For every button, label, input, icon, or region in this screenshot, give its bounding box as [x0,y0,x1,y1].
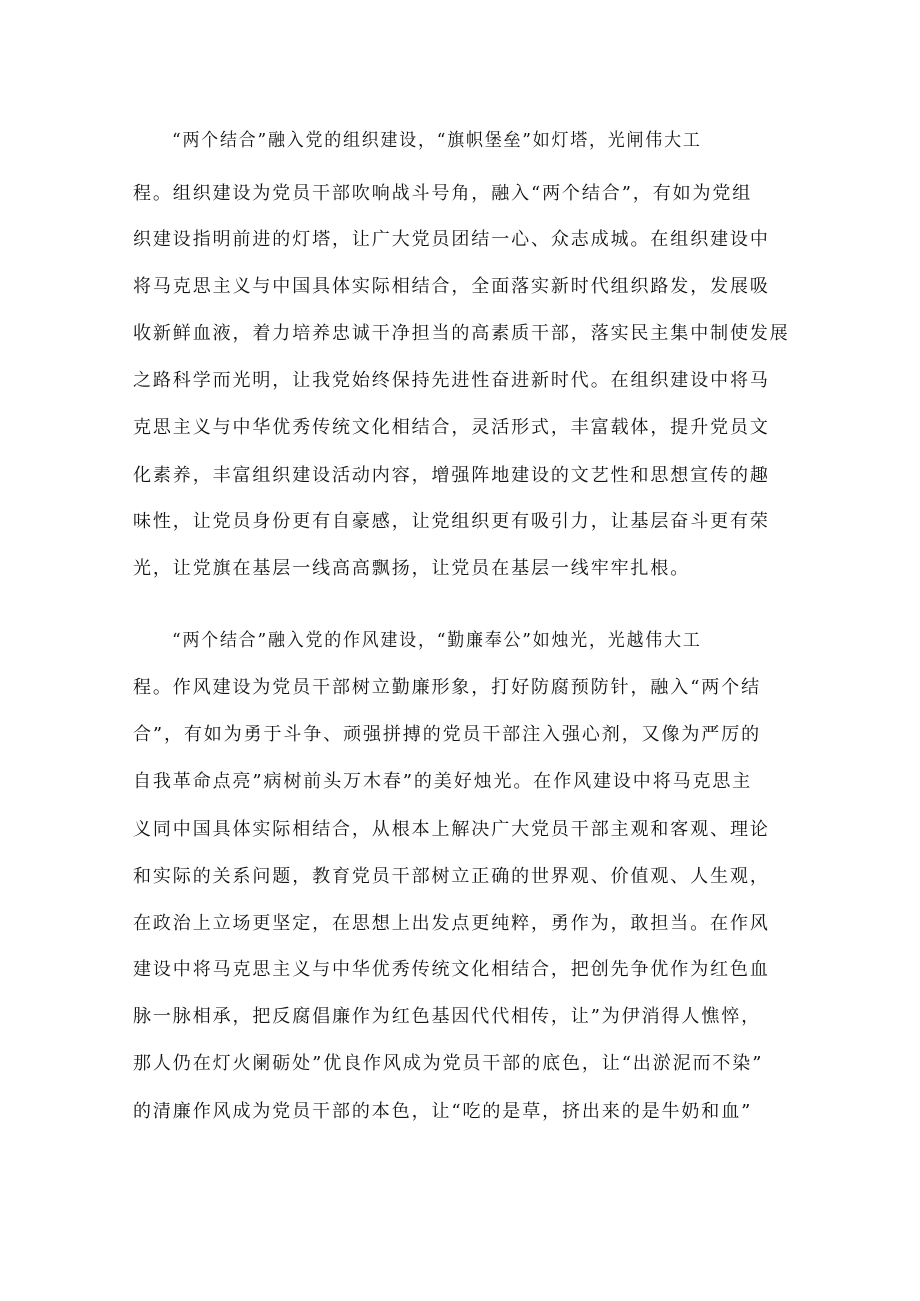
paragraph-line: 义同中国具体实际相结合，从根本上解决广大党员干部主观和客观、理论 [133,819,770,840]
paragraph-line: 脉一脉相承，把反腐倡廉作为红色基因代代相传，让”为伊消得人憔悴， [133,1006,761,1027]
paragraph-line: 化素养，丰富组织建设活动内容，增强阵地建设的文艺性和思想宣传的趣 [133,465,770,486]
paragraph-line: 收新鲜血液，着力培养忠诚干净担当的高素质干部，落实民主集中制使发展 [133,323,790,344]
paragraph-line: 克思主义与中华优秀传统文化相结合，灵活形式，丰富载体，提升党员文 [133,417,770,438]
paragraph-line: 程。组织建设为党员干部吹响战斗号角，融入“两个结合”，有如为党组 [133,183,753,204]
paragraph-line: 那人仍在灯火阑砺处”优良作风成为党员干部的底色，让“出淤泥而不染” [133,1053,764,1074]
paragraph-line: “两个结合”融入党的组织建设，“旗帜堡垒”如灯塔，光闸伟大工 [172,130,702,151]
paragraph-line: 之路科学而光明，让我党始终保持先进性奋进新时代。在组织建设中将马 [133,370,770,391]
paragraph-line: 味性，让党员身份更有自豪感，让党组织更有吸引力，让基层奋斗更有荣 [133,511,770,532]
paragraph-line: 建设中将马克思主义与中华优秀传统文化相结合，把创先争优作为红色血 [133,959,770,980]
paragraph-line: 在政治上立场更坚定，在思想上出发点更纯粹，勇作为，敢担当。在作风 [133,913,770,934]
paragraph-line: 将马克思主义与中国具体实际相结合，全面落实新时代组织路发，发展吸 [133,276,770,297]
paragraph-line: 自我革命点亮”病树前头万木春”的美好烛光。在作风建设中将马克思主 [133,771,753,792]
paragraph-line: “两个结合”融入党的作风建设，“勤廉奉公”如烛光，光越伟大工 [172,630,702,651]
paragraph-line: 程。作风建设为党员干部树立勤廉形象，打好防腐预防针，融入“两个结 [133,677,761,698]
paragraph-line: 合”，有如为勇于斗争、顽强拼搏的党员干部注入强心剂，又像为严厉的 [133,724,761,745]
paragraph-line: 和实际的关系问题，教育党员干部树立正确的世界观、价值观、人生观， [133,866,770,887]
paragraph-line: 的清廉作风成为党员干部的本色，让“吃的是草，挤出来的是牛奶和血” [133,1101,753,1122]
paragraph-line: 光，让党旗在基层一线高高飘扬，让党员在基层一线牢牢扎根。 [133,558,691,579]
paragraph-line: 织建设指明前进的灯塔，让广大党员团结一心、众志成城。在组织建设中 [133,229,770,250]
